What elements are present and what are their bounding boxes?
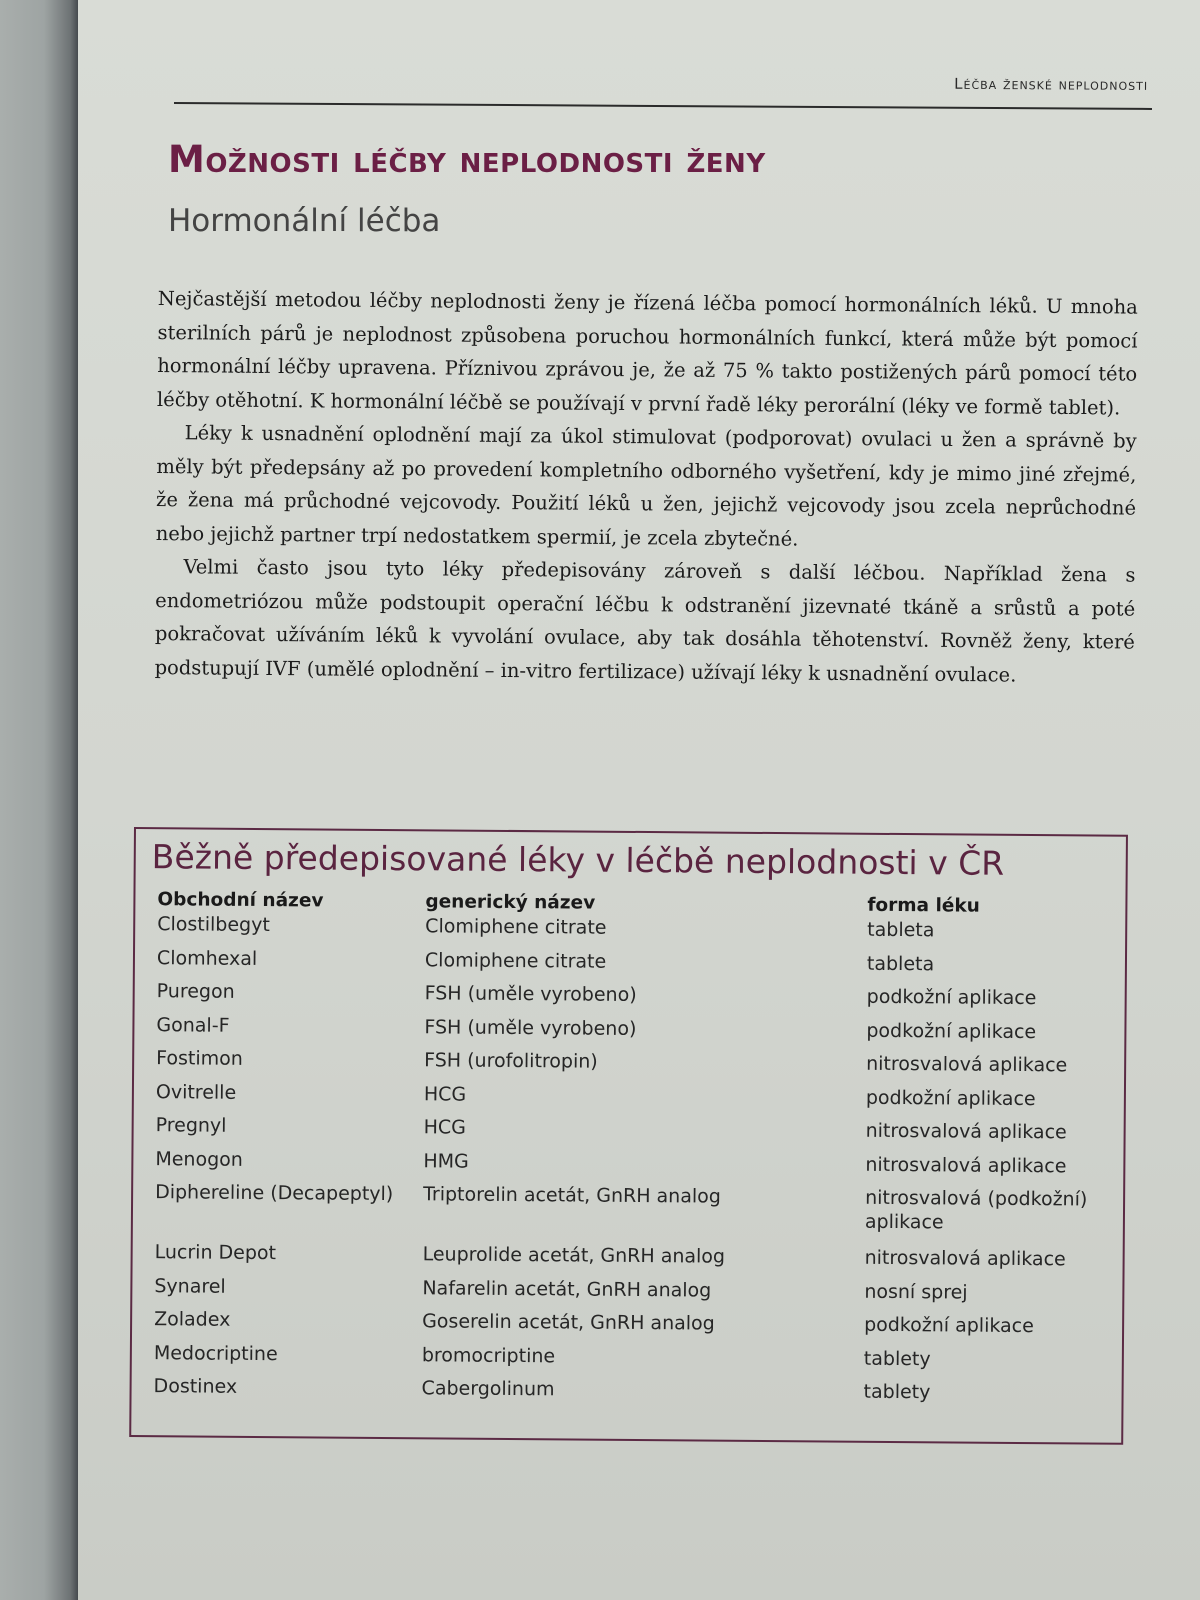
table-cell-drug-form: nitrosvalová aplikace bbox=[864, 1246, 1066, 1271]
table-cell-drug-form: nosní sprej bbox=[864, 1280, 968, 1304]
drug-table bbox=[153, 885, 1107, 1415]
column-header-generic-name: generický název bbox=[425, 891, 596, 914]
table-cell-generic-name: Cabergolinum bbox=[421, 1377, 555, 1401]
table-cell-drug-form: nitrosvalová aplikace bbox=[865, 1119, 1067, 1144]
table-cell-drug-form: tablety bbox=[863, 1380, 931, 1404]
paragraph: Léky k usnadnění oplodnění mají za úkol stimulovat (podporovat) ovulaci u žen a správně by měly být předepsány až po provedení kompletního odborného vyšetření, kdy je mimo jiné zřejmé, že žena má průchodné vejcovody. Použití léků u žen, jejichž vejcovody jsou zcela neprůchodné nebo jejichž partner trpí nedostatkem spermií, je zcela zbytečné. bbox=[155, 421, 1137, 551]
table-cell-trade-name: Medocriptine bbox=[153, 1341, 278, 1365]
drug-table-box bbox=[129, 827, 1128, 1445]
table-cell-generic-name: FSH (uměle vyrobeno) bbox=[424, 982, 637, 1006]
table-cell-drug-form: tableta bbox=[866, 952, 935, 975]
table-cell-drug-form: podkožní aplikace bbox=[864, 1313, 1034, 1338]
book-page bbox=[78, 0, 1200, 1600]
drug-table-title: Běžně předepisované léky v léčbě neplodnosti v ČR bbox=[151, 837, 1005, 883]
table-cell-generic-name: Nafarelin acetát, GnRH analog bbox=[422, 1276, 712, 1302]
table-cell-generic-name: FSH (uměle vyrobeno) bbox=[424, 1015, 637, 1040]
section-title: Hormonální léčba bbox=[168, 203, 441, 239]
table-cell-drug-form: podkožní aplikace bbox=[865, 1086, 1036, 1110]
table-cell-generic-name: HMG bbox=[423, 1149, 469, 1173]
table-row bbox=[155, 1180, 1105, 1247]
table-cell-trade-name: Dostinex bbox=[153, 1375, 238, 1398]
table-cell-trade-name: Diphereline (Decapeptyl) bbox=[155, 1181, 394, 1206]
running-header-title: Léčba ženské neplodnosti bbox=[954, 74, 1149, 94]
book-spine bbox=[0, 0, 80, 1600]
table-body bbox=[153, 912, 1107, 1415]
paragraph: Nejčastější metodou léčby neplodnosti ženy je řízená léčba pomocí hormonálních léků. U mnoha sterilních párů je neplodnost způsobena poruchou hormonálních funkcí, která může být pomocí hormonální léčby upravena. Příznivou zprávou je, že až 75 % takto postižených párů pomocí této léčby otěhotní. K hormonální léčbě se používají v první řadě léky perorální (léky ve formě tablet). bbox=[156, 286, 1138, 419]
column-header-drug-form: forma léku bbox=[867, 894, 980, 917]
table-cell-trade-name: Clomhexal bbox=[156, 946, 258, 970]
table-cell-trade-name: Zoladex bbox=[154, 1308, 231, 1331]
table-cell-drug-form: tableta bbox=[867, 918, 935, 942]
table-row bbox=[153, 1374, 1103, 1415]
running-header bbox=[174, 56, 1152, 110]
table-cell-trade-name: Lucrin Depot bbox=[154, 1241, 277, 1265]
table-cell-trade-name: Menogon bbox=[155, 1147, 243, 1171]
table-cell-generic-name: Leuprolide acetát, GnRH analog bbox=[422, 1243, 726, 1268]
paragraph: Velmi často jsou tyto léky předepisovány zároveň s další léčbou. Například žena s endometriózou může podstoupit operační léčbu k odstranění jizevnaté tkáně a srůstů a poté pokračovat užíváním léků k vyvolání ovulace, aby tak dosáhla těhotenství. Rovněž ženy, které podstupují IVF (umělé oplodnění – in-vitro fertilizace) užívají léky k usnadnění ovulace. bbox=[154, 555, 1136, 687]
table-cell-generic-name: FSH (urofolitropin) bbox=[424, 1049, 598, 1073]
table-cell-trade-name: Clostilbegyt bbox=[157, 913, 270, 937]
table-cell-generic-name: HCG bbox=[423, 1116, 467, 1139]
table-cell-trade-name: Puregon bbox=[156, 980, 235, 1003]
table-cell-drug-form: podkožní aplikace bbox=[866, 1019, 1037, 1043]
page-title: Možnosti léčby neplodnosti ženy bbox=[168, 138, 766, 181]
table-cell-trade-name: Synarel bbox=[154, 1274, 226, 1298]
table-cell-generic-name: Clomiphene citrate bbox=[425, 915, 607, 939]
table-cell-generic-name: Goserelin acetát, GnRH analog bbox=[422, 1310, 715, 1335]
table-cell-drug-form: nitrosvalová aplikace bbox=[865, 1153, 1067, 1177]
table-cell-drug-form: tablety bbox=[863, 1347, 931, 1370]
table-cell-trade-name: Ovitrelle bbox=[155, 1080, 237, 1104]
table-cell-drug-form: podkožní aplikace bbox=[866, 985, 1037, 1010]
table-cell-trade-name: Gonal-F bbox=[156, 1013, 230, 1037]
table-cell-drug-form: nitrosvalová aplikace bbox=[866, 1052, 1068, 1077]
table-cell-trade-name: Pregnyl bbox=[155, 1114, 227, 1137]
table-cell-generic-name: bromocriptine bbox=[421, 1343, 556, 1367]
table-cell-drug-form: nitrosvalová (podkožní) aplikace bbox=[864, 1186, 1088, 1234]
table-cell-generic-name: Clomiphene citrate bbox=[424, 948, 607, 973]
table-cell-generic-name: Triptorelin acetát, GnRH analog bbox=[423, 1183, 721, 1208]
body-text bbox=[154, 282, 1137, 693]
column-header-trade-name: Obchodní název bbox=[157, 889, 324, 912]
table-cell-trade-name: Fostimon bbox=[156, 1047, 243, 1070]
table-cell-generic-name: HCG bbox=[423, 1082, 467, 1106]
